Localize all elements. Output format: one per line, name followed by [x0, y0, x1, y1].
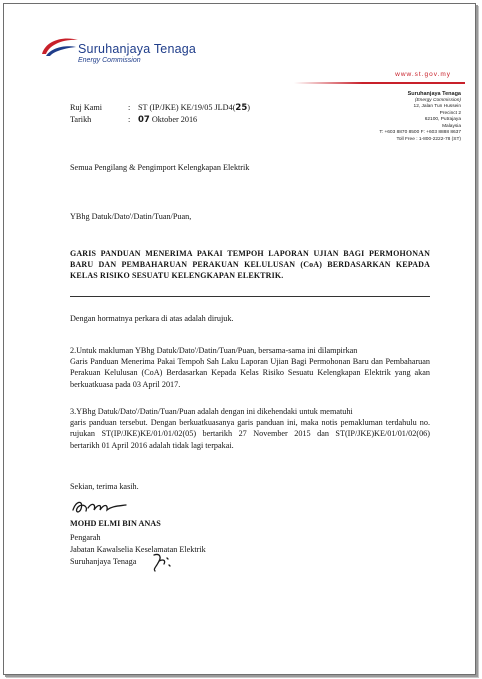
subject-heading: GARIS PANDUAN MENERIMA PAKAI TEMPOH LAPORAN UJIAN BAGI PERMOHONAN BARU DAN PEMBAHARUAN PERAKUAN KELULUSAN (CoA) BERDASARKAN KEPADA KELAS RISIKO SESUATU KELENGKAPAN ELEKTRIK.	[70, 249, 430, 280]
address-line: 62100, Putrajaya	[424, 117, 461, 122]
address-org-sub: (Energy Commission)	[414, 97, 461, 103]
paragraph-2-rest: Garis Panduan Menerima Pakai Tempoh Sah Laku Laporan Ujian Bagi Permohonan Baru dan Pembaharuan Perakuan Kelulusan (CoA) Berdasarkan Kepada Kelas Risiko Sesuatu Kelengkapan Elektrik yang akan berkuatkuasa pada 03 April 2017.	[70, 357, 430, 389]
date-line: Tarikh : 07 Oktober 2016	[70, 115, 198, 125]
ruj-label: Ruj Kami	[70, 103, 103, 112]
ruj-end: )	[247, 103, 250, 112]
paragraph-3	[70, 406, 430, 451]
logo-org-name: Suruhanjaya Tenaga	[78, 42, 197, 56]
paragraph-number: 3.	[70, 407, 77, 416]
salutation: YBhg Datuk/Dato'/Datin/Tuan/Puan,	[70, 212, 192, 221]
address-org: Suruhanjaya Tenaga	[407, 91, 461, 97]
logo-org-sub: Energy Commission	[78, 57, 141, 64]
paragraph-2	[70, 345, 430, 390]
tarikh-label: Tarikh	[70, 115, 92, 124]
signatory-title: Pengarah	[70, 533, 101, 542]
address-phone: T: +603 8870 8500 F: +603 8888 8637	[379, 130, 461, 135]
energy-commission-logo-icon	[40, 34, 80, 60]
signature-icon	[70, 496, 130, 518]
paragraph-2-first: Untuk makluman YBhg Datuk/Dato'/Datin/Tuan/Puan, bersama-sama ini dilampirkan	[76, 346, 358, 355]
closing-line: Sekian, terima kasih.	[70, 482, 139, 491]
paragraph-number: 2.	[70, 346, 77, 355]
address-line: Precinct 2	[439, 110, 461, 116]
tarikh-handwritten: 07	[138, 115, 150, 125]
ruj-handwritten: 25	[235, 103, 248, 113]
website-url: www.st.gov.my	[395, 71, 451, 78]
reference-line: Ruj Kami : ST (IP/JKE) KE/19/05 JLD4(25)	[70, 103, 250, 113]
signatory-name: MOHD ELMI BIN ANAS	[70, 519, 161, 528]
address-line: Malaysia	[442, 123, 461, 129]
letter-page	[3, 3, 476, 675]
initials-icon	[150, 551, 174, 573]
opening-line: Dengan hormatnya perkara di atas adalah dirujuk.	[70, 314, 234, 323]
header-red-rule	[294, 82, 465, 84]
address-tollfree: Toll Free : 1-800-2222-78 (ST)	[396, 136, 461, 142]
address-line: 12, Jalan Tun Hussein	[413, 104, 461, 109]
address-block	[311, 91, 461, 143]
subject-underline	[70, 296, 430, 297]
tarikh-value: Oktober 2016	[151, 115, 198, 124]
signatory-dept: Jabatan Kawalselia Keselamatan Elektrik	[70, 545, 206, 554]
ruj-value: ST (IP/JKE) KE/19/05 JLD4(	[138, 103, 236, 112]
signatory-org: Suruhanjaya Tenaga	[70, 557, 137, 566]
recipient: Semua Pengilang & Pengimport Kelengkapan Elektrik	[70, 163, 250, 172]
paragraph-3-rest: garis panduan tersebut. Dengan berkuatkuasanya garis panduan ini, maka notis pemakluman terdahulu no. rujukan ST(IP/JKE)KE/01/01/02(05) bertarikh 27 November 2015 dan ST(IP/JKE)KE/01/01/02(06) bertarikh 01 April 2016 adalah tidak lagi terpakai.	[70, 418, 430, 450]
paragraph-3-first: YBhg Datuk/Dato'/Datin/Tuan/Puan adalah dengan ini dikehendaki untuk mematuhi	[76, 407, 353, 416]
